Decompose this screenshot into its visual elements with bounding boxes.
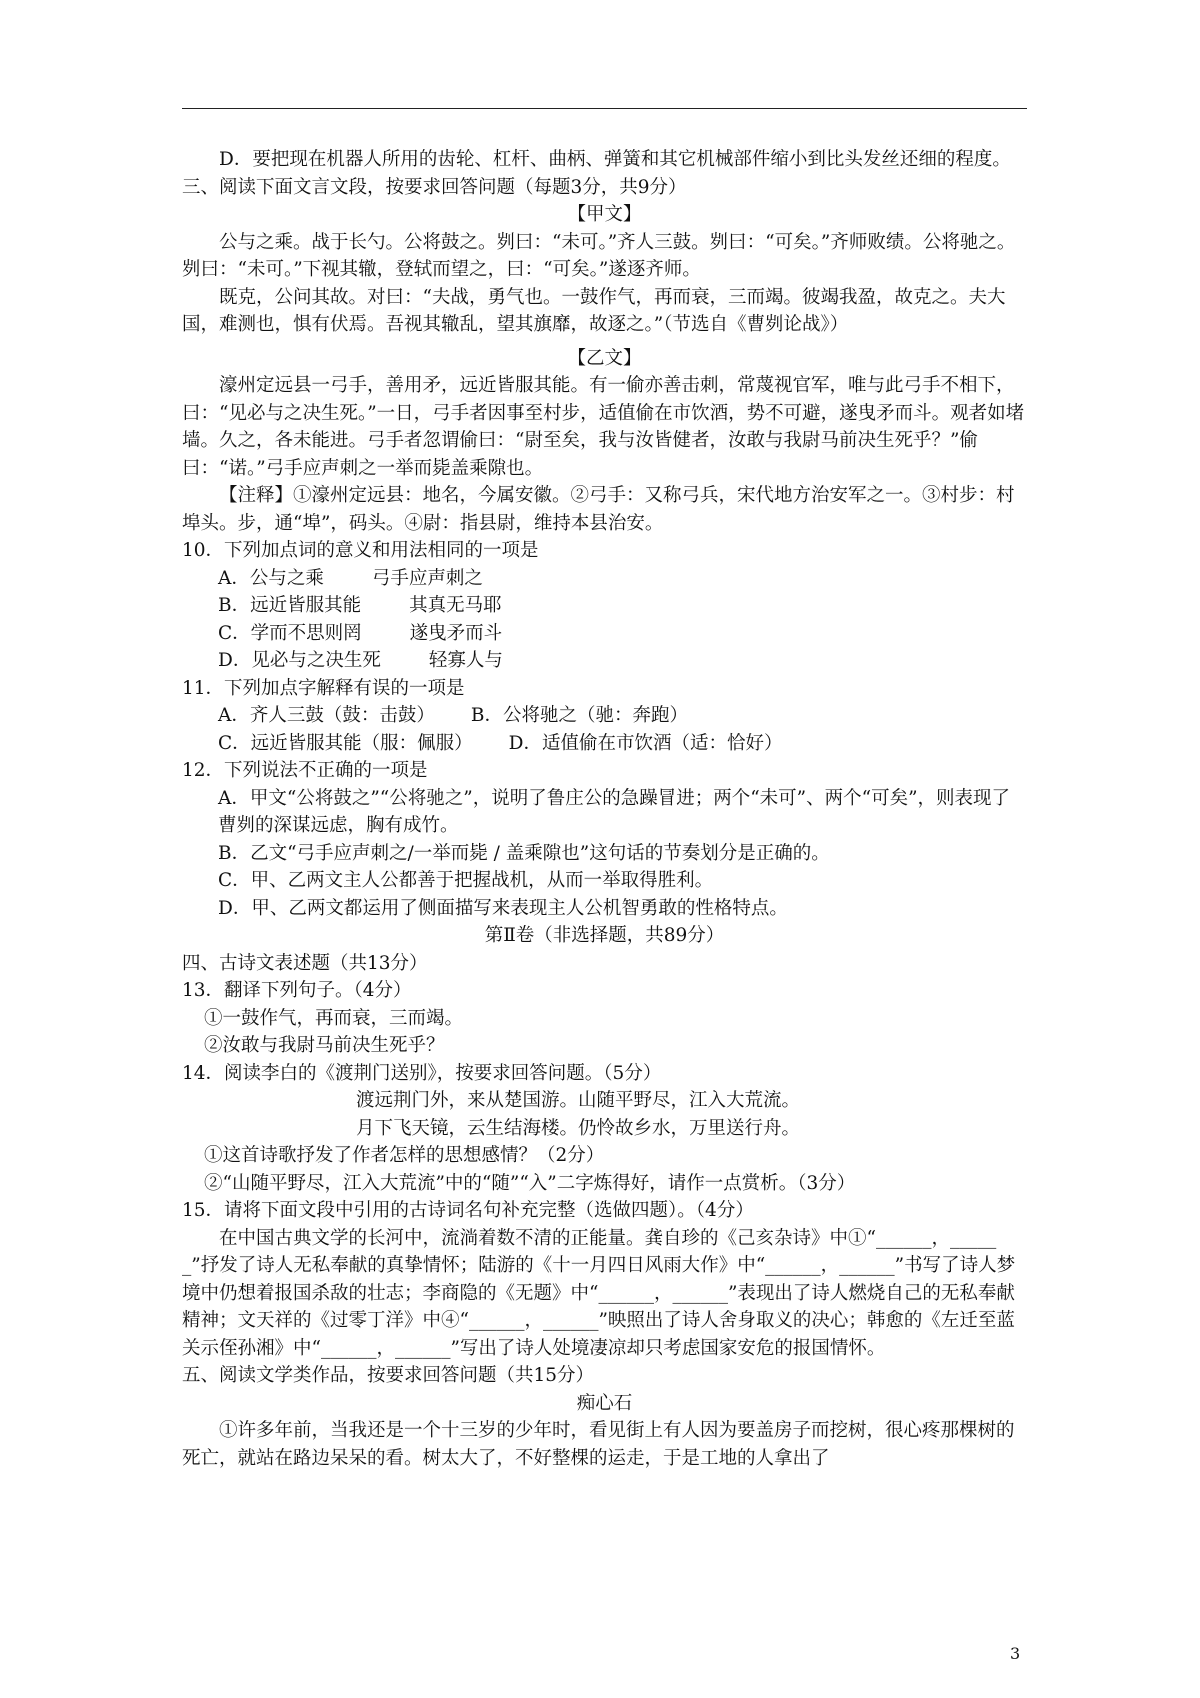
q11-options-ab: A．齐人三鼓（鼓：击鼓） B．公将驰之（驰：奔跑） [218,705,688,726]
header-rule [182,108,1027,109]
q12-option-a: A．甲文“公将鼓之”“公将驰之”，说明了鲁庄公的急躁冒进；两个“未可”、两个“可矣”，则表现了曹刿的深谋远虑，胸有成竹。 [218,787,1011,836]
section3-heading: 三、阅读下面文言文段，按要求回答问题（每题3分，共9分） [182,176,687,198]
q9-option-d: D．要把现在机器人所用的齿轮、杠杆、曲柄、弹簧和其它机械部件缩小到比头发丝还细的程度。 [219,149,1011,170]
q11-stem: 11．下列加点字解释有误的一项是 [182,677,465,699]
q12-stem: 12．下列说法不正确的一项是 [182,760,428,781]
q13-sentence-2: ②汝敢与我尉马前决生死乎？ [204,1035,445,1056]
notes: 【注释】①濠州定远县：地名，今属安徽。②弓手：又称弓兵，宋代地方治安军之一。③村步：村埠头。步，通“埠”，码头。④尉：指县尉，维持本县治安。 [182,485,1015,534]
page-number: 3 [1010,1644,1021,1663]
q10-option-b: B．远近皆服其能 其真无马耶 [218,595,502,616]
section4-heading: 四、古诗文表述题（共13分） [182,952,428,974]
section5-heading: 五、阅读文学类作品，按要求回答问题（共15分） [182,1365,595,1386]
q13-sentence-1: ①一鼓作气，再而衰，三而竭。 [204,1007,464,1029]
poem-line-2: 月下飞天镜，云生结海楼。仍怜故乡水，万里送行舟。 [356,1117,801,1139]
q10-option-d: D．见必与之决生死 轻寡人与 [218,650,503,671]
q12-option-d: D．甲、乙两文都运用了侧面描写来表现主人公机智勇敢的性格特点。 [218,897,788,919]
article-title: 痴心石 [576,1392,633,1414]
q14-question-1: ①这首诗歌抒发了作者怎样的思想感情？（2分） [204,1145,605,1166]
q15-stem: 15．请将下面文段中引用的古诗词名句补充完整（选做四题）。（4分） [182,1200,754,1221]
yi-title: 【乙文】 [567,347,642,369]
part2-title: 第Ⅱ卷（非选择题，共89分） [484,925,725,946]
jia-paragraph-1: 公与之乘。战于长勺。公将鼓之。刿曰：“未可。”齐人三鼓。刿曰：“可矣。”齐师败绩。公将驰之。刿曰：“未可。”下视其辙，登轼而望之，曰：“可矣。”遂逐齐师。 [182,231,1016,280]
poem-line-1: 渡远荆门外，来从楚国游。山随平野尽，江入大荒流。 [356,1090,801,1111]
q11-options-cd: C．远近皆服其能（服：佩服） D．适值偷在市饮酒（适：恰好） [218,732,783,754]
q14-question-2: ②“山随平野尽，江入大荒流”中的“随”“入”二字炼得好，请作一点赏析。（3分） [204,1172,856,1194]
q15-text: 在中国古典文学的长河中，流淌着数不清的正能量。龚自珍的《己亥杂诗》中①“______，______”抒发了诗人无私奉献的真挚情怀；陆游的《十一月四日风雨大作》中“______，______”书写了诗人梦境中仍想着报国杀敌的壮志；李商隐的《无题》中“______，______”表现出了诗人燃烧自己的无私奉献精神；文天祥的《过零丁洋》中④“______，______”映照出了诗人舍身取义的决心；韩愈的《左迁至蓝关示侄孙湘》中“______，______”写出了诗人处境凄凉却只考虑国家安危的报国情怀。 [182,1227,1016,1359]
q12-option-b: B．乙文“弓手应声刺之/一举而毙 / 盖乘隙也”这句话的节奏划分是正确的。 [218,842,830,864]
yi-paragraph-1: 濠州定远县一弓手，善用矛，远近皆服其能。有一偷亦善击刺，常蔑视官军，唯与此弓手不相下，曰：“见必与之决生死。”一日，弓手者因事至村步，适值偷在市饮酒，势不可避，遂曳矛而斗。观者如堵墙。久之，各未能进。弓手者忽谓偷曰：“尉至矣，我与汝皆健者，汝敢与我尉马前决生死乎？”偷曰：“诺。”弓手应声刺之一举而毙盖乘隙也。 [182,375,1025,479]
q14-stem: 14．阅读李白的《渡荆门送别》，按要求回答问题。（5分） [182,1062,662,1084]
exam-page [182,146,1027,1472]
q10-option-c: C．学而不思则罔 遂曳矛而斗 [218,622,503,644]
jia-paragraph-2: 既克，公问其故。对曰：“夫战，勇气也。一鼓作气，再而衰，三而竭。彼竭我盈，故克之。夫大国，难测也，惧有伏焉。吾视其辙乱，望其旗靡，故逐之。”（节选自《曹刿论战》） [182,286,1006,335]
q12-option-c: C．甲、乙两文主人公都善于把握战机，从而一举取得胜利。 [218,870,714,891]
q13-stem: 13．翻译下列句子。（4分） [182,980,412,1001]
article-paragraph-1: ①许多年前，当我还是一个十三岁的少年时，看见街上有人因为要盖房子而挖树，很心疼那棵树的死亡，就站在路边呆呆的看。树太大了，不好整棵的运走，于是工地的人拿出了 [182,1420,1015,1469]
q10-option-a: A．公与之乘 弓手应声刺之 [218,567,483,589]
q10-stem: 10．下列加点词的意义和用法相同的一项是 [182,540,539,561]
jia-title: 【甲文】 [567,204,642,225]
